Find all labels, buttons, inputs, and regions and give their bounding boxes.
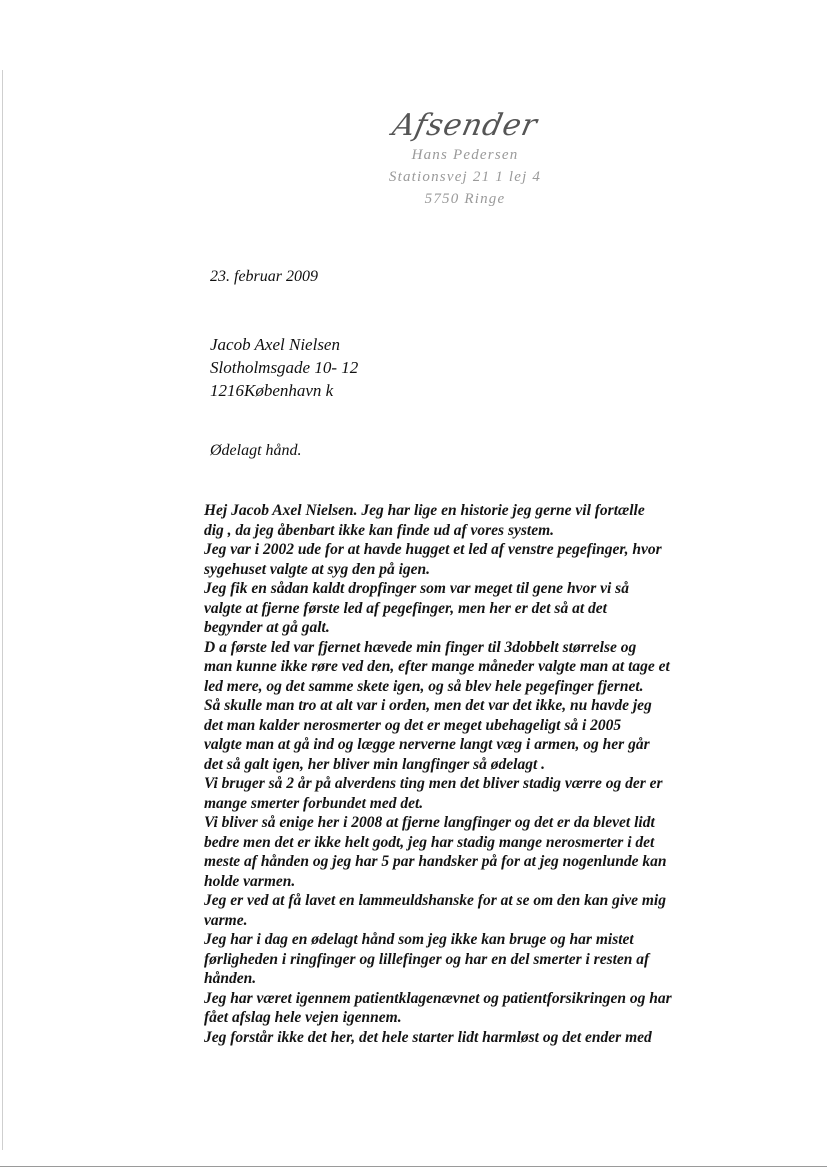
body-line: mange smerter forbundet med det. — [204, 794, 424, 812]
body-line: Vi bliver så enige her i 2008 at fjerne langfinger og det er da blevet lidt — [204, 814, 655, 831]
body-line: Jeg er ved at få lavet en lammeuldshanske for at se om den kan give mig — [204, 892, 666, 909]
sender-heading: Afsender — [389, 108, 541, 143]
body-line: valgte at fjerne første led af pegefinger, men her er det så at det — [204, 599, 607, 617]
body-line: Jeg var i 2002 ude for at havde hugget et led af venstre pegefinger, hvor — [204, 541, 662, 558]
body-line: man kunne ikke røre ved den, efter mange måneder valgte man at tage et — [204, 658, 670, 675]
body-line: Jeg forstår ikke det her, det hele starter lidt harmløst og det ender med — [204, 1028, 652, 1046]
recipient-block — [210, 333, 358, 402]
body-line: dig , da jeg åbenbart ikke kan finde ud af vores system. — [204, 521, 555, 539]
body-line: hånden. — [204, 970, 257, 987]
body-line: Vi bruger så 2 år på alverdens ting men det bliver stadig værre og der er — [204, 775, 663, 792]
body-line: fået afslag hele vejen igennem. — [204, 1009, 402, 1026]
body-line: D a første led var fjernet hævede min finger til 3dobbelt størrelse og — [204, 638, 637, 656]
body-line: begynder at gå galt. — [204, 619, 330, 636]
body-line: førligheden i ringfinger og lillefinger og har en del smerter i resten af — [204, 950, 650, 968]
body-line: meste af hånden og jeg har 5 par handsker på for at jeg nogenlunde kan — [204, 853, 667, 870]
body-line: det man kalder nerosmerter og det er meget ubehageligt så i 2005 — [204, 716, 622, 734]
sender-city: 5750 Ringe — [424, 191, 506, 207]
letter-subject: Ødelagt hånd. — [210, 442, 302, 459]
sender-name: Hans Pedersen — [411, 147, 519, 163]
body-line: Jeg har været igennem patientklagenævnet og patientforsikringen og har — [204, 989, 672, 1007]
body-line: varme. — [204, 911, 248, 929]
body-line: Jeg har i dag en ødelagt hånd som jeg ikke kan bruge og har mistet — [204, 931, 634, 948]
body-line: led mere, og det samme skete igen, og så blev hele pegefinger fjernet. — [204, 677, 644, 695]
recipient-street: Slotholmsgade 10- 12 — [210, 358, 359, 377]
letter-date: 23. februar 2009 — [210, 268, 318, 285]
recipient-city: 1216København k — [210, 381, 334, 400]
scan-edge-left — [2, 70, 3, 1150]
body-line: Så skulle man tro at alt var i orden, men det var det ikke, nu havde jeg — [204, 697, 652, 714]
scan-edge-bottom — [0, 1166, 827, 1167]
sender-block — [300, 108, 630, 210]
body-line: bedre men det er ikke helt godt, jeg har stadig mange nerosmerter i det — [204, 833, 655, 851]
letter-body — [204, 501, 704, 1047]
recipient-name: Jacob Axel Nielsen — [210, 335, 340, 354]
body-line: det så galt igen, her bliver min langfinger så ødelagt . — [204, 755, 546, 773]
body-line: Hej Jacob Axel Nielsen. Jeg har lige en historie jeg gerne vil fortælle — [204, 502, 645, 519]
sender-street: Stationsvej 21 1 lej 4 — [388, 169, 542, 185]
body-line: holde varmen. — [204, 872, 296, 890]
body-line: sygehuset valgte at syg den på igen. — [204, 560, 431, 578]
body-line: valgte man at gå ind og lægge nerverne langt væg i armen, og her går — [204, 736, 650, 753]
body-line: Jeg fik en sådan kaldt dropfinger som var meget til gene hvor vi så — [204, 580, 629, 597]
